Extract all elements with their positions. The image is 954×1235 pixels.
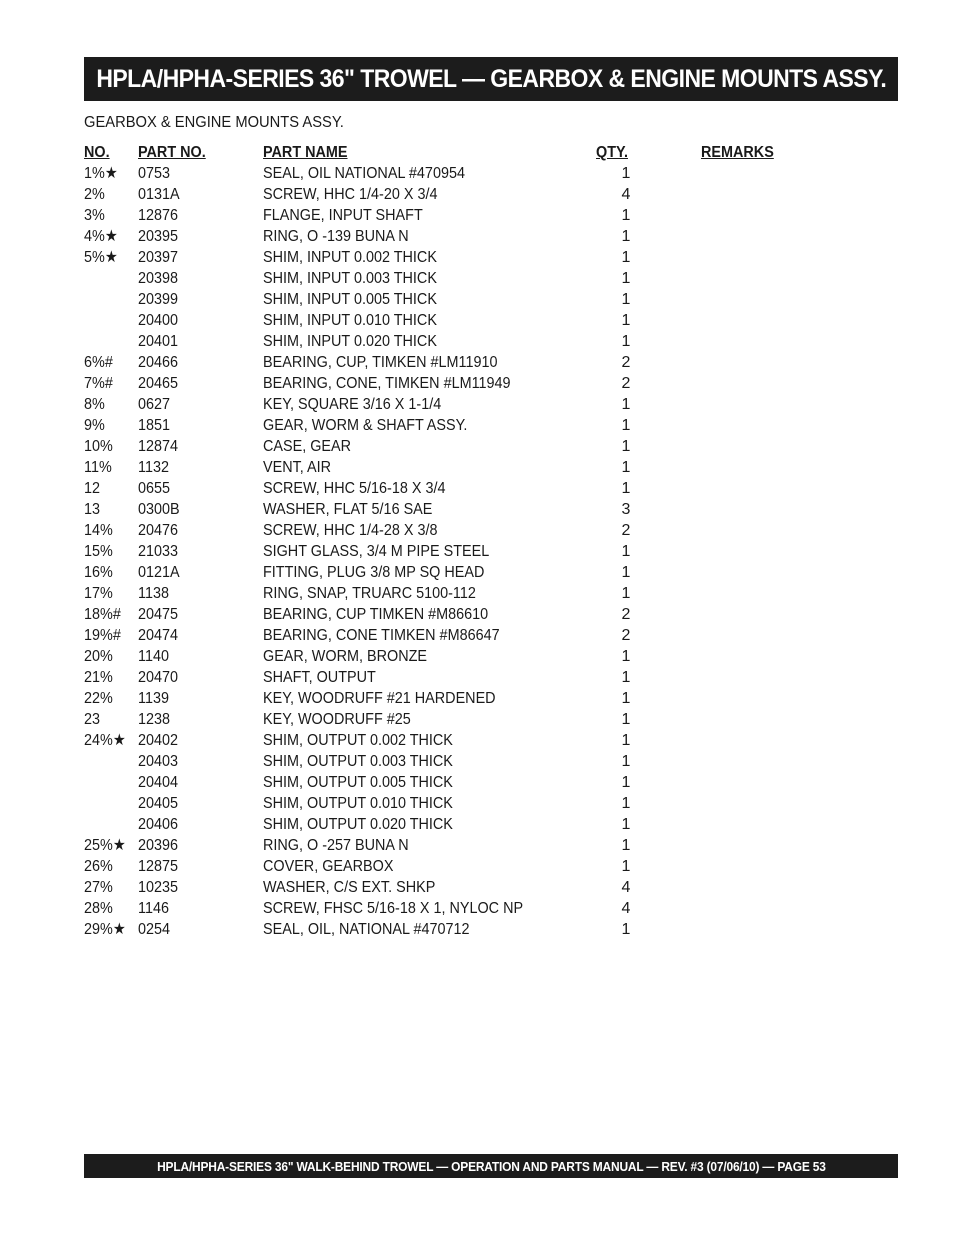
cell-part-no: 21033 xyxy=(138,543,179,560)
cell-part-no: 20400 xyxy=(138,312,179,329)
table-header-row xyxy=(84,142,844,163)
cell-part-name: BEARING, CUP, TIMKEN #LM11910 xyxy=(263,354,498,371)
column-header-no: NO. xyxy=(84,144,110,161)
cell-qty: 1 xyxy=(621,417,631,434)
cell-part-no: 20475 xyxy=(138,606,179,623)
cell-part-name: BEARING, CONE TIMKEN #M86647 xyxy=(263,627,500,644)
table-row xyxy=(84,751,844,772)
cell-no: 19%# xyxy=(84,627,121,644)
page-title: HPLA/HPHA-SERIES 36" TROWEL — GEARBOX & ENGINE MOUNTS ASSY. xyxy=(96,64,886,93)
cell-no: 7%# xyxy=(84,375,113,392)
cell-part-name: GEAR, WORM & SHAFT ASSY. xyxy=(263,417,468,434)
cell-no: 14% xyxy=(84,522,113,539)
cell-qty: 1 xyxy=(621,312,631,329)
cell-part-name: SHIM, OUTPUT 0.002 THICK xyxy=(263,732,453,749)
cell-no: 1%★ xyxy=(84,165,118,182)
cell-no: 21% xyxy=(84,669,113,686)
cell-part-no: 20466 xyxy=(138,354,179,371)
cell-no: 22% xyxy=(84,690,113,707)
cell-part-no: 20398 xyxy=(138,270,179,287)
cell-part-name: SHIM, INPUT 0.020 THICK xyxy=(263,333,437,350)
cell-part-no: 1140 xyxy=(138,648,169,665)
table-row xyxy=(84,583,844,604)
table-row xyxy=(84,772,844,793)
cell-no: 27% xyxy=(84,879,113,896)
cell-part-name: RING, O -139 BUNA N xyxy=(263,228,409,245)
cell-no: 5%★ xyxy=(84,249,118,266)
cell-part-no: 1146 xyxy=(138,900,169,917)
cell-qty: 1 xyxy=(621,732,631,749)
table-row xyxy=(84,898,844,919)
table-row xyxy=(84,226,844,247)
cell-part-no: 20465 xyxy=(138,375,179,392)
table-row xyxy=(84,163,844,184)
table-row xyxy=(84,520,844,541)
cell-part-name: COVER, GEARBOX xyxy=(263,858,394,875)
cell-part-name: VENT, AIR xyxy=(263,459,332,476)
cell-qty: 1 xyxy=(621,249,631,266)
page-footer-bar xyxy=(84,1154,898,1178)
cell-part-name: KEY, WOODRUFF #21 HARDENED xyxy=(263,690,496,707)
cell-part-no: 20395 xyxy=(138,228,179,245)
table-row xyxy=(84,457,844,478)
cell-part-name: WASHER, FLAT 5/16 SAE xyxy=(263,501,433,518)
cell-part-no: 20405 xyxy=(138,795,179,812)
table-body xyxy=(84,163,844,940)
cell-part-name: SHIM, OUTPUT 0.005 THICK xyxy=(263,774,453,791)
cell-part-no: 20474 xyxy=(138,627,179,644)
cell-no: 20% xyxy=(84,648,113,665)
cell-part-name: SCREW, HHC 1/4-28 X 3/8 xyxy=(263,522,438,539)
page-footer: HPLA/HPHA-SERIES 36" WALK-BEHIND TROWEL — OPERATION AND PARTS MANUAL — REV. #3 (07/06/10) — PAGE 53 xyxy=(156,1158,826,1174)
cell-qty: 2 xyxy=(621,627,631,644)
cell-qty: 1 xyxy=(621,585,631,602)
cell-part-name: FLANGE, INPUT SHAFT xyxy=(263,207,423,224)
cell-qty: 1 xyxy=(621,648,631,665)
table-row xyxy=(84,478,844,499)
cell-part-name: SHIM, INPUT 0.002 THICK xyxy=(263,249,437,266)
cell-qty: 1 xyxy=(621,795,631,812)
cell-part-no: 0655 xyxy=(138,480,171,497)
cell-part-no: 20396 xyxy=(138,837,179,854)
cell-qty: 1 xyxy=(621,690,631,707)
table-row xyxy=(84,562,844,583)
column-header-part-no: PART NO. xyxy=(138,144,206,161)
cell-part-name: WASHER, C/S EXT. SHKP xyxy=(263,879,436,896)
cell-part-no: 0627 xyxy=(138,396,171,413)
cell-qty: 2 xyxy=(621,354,631,371)
table-row xyxy=(84,604,844,625)
table-row xyxy=(84,625,844,646)
column-header-remarks: REMARKS xyxy=(701,144,774,161)
cell-no: 12 xyxy=(84,480,101,497)
cell-part-no: 0753 xyxy=(138,165,171,182)
table-row xyxy=(84,394,844,415)
cell-no: 17% xyxy=(84,585,113,602)
cell-no: 29%★ xyxy=(84,921,126,938)
cell-qty: 1 xyxy=(621,543,631,560)
section-title: GEARBOX & ENGINE MOUNTS ASSY. xyxy=(84,114,344,131)
cell-part-name: FITTING, PLUG 3/8 MP SQ HEAD xyxy=(263,564,485,581)
cell-no: 16% xyxy=(84,564,113,581)
cell-part-no: 20401 xyxy=(138,333,179,350)
cell-part-name: RING, SNAP, TRUARC 5100-112 xyxy=(263,585,476,602)
cell-part-no: 12876 xyxy=(138,207,179,224)
table-row xyxy=(84,667,844,688)
cell-part-no: 12874 xyxy=(138,438,179,455)
table-row xyxy=(84,436,844,457)
cell-part-name: SCREW, FHSC 5/16-18 X 1, NYLOC NP xyxy=(263,900,524,917)
cell-part-no: 0131A xyxy=(138,186,180,203)
cell-no: 25%★ xyxy=(84,837,126,854)
table-row xyxy=(84,373,844,394)
cell-qty: 2 xyxy=(621,375,631,392)
cell-no: 3% xyxy=(84,207,105,224)
cell-qty: 1 xyxy=(621,774,631,791)
cell-qty: 1 xyxy=(621,207,631,224)
cell-part-no: 1139 xyxy=(138,690,169,707)
table-row xyxy=(84,835,844,856)
cell-part-no: 20476 xyxy=(138,522,179,539)
cell-qty: 4 xyxy=(621,186,631,203)
cell-qty: 1 xyxy=(621,669,631,686)
cell-part-name: SHIM, OUTPUT 0.003 THICK xyxy=(263,753,453,770)
cell-no: 11% xyxy=(84,459,112,476)
cell-no: 10% xyxy=(84,438,113,455)
cell-qty: 1 xyxy=(621,438,631,455)
cell-no: 8% xyxy=(84,396,105,413)
table-row xyxy=(84,331,844,352)
cell-qty: 3 xyxy=(621,501,631,518)
cell-no: 6%# xyxy=(84,354,113,371)
cell-part-name: SHIM, OUTPUT 0.020 THICK xyxy=(263,816,453,833)
cell-qty: 1 xyxy=(621,396,631,413)
cell-qty: 1 xyxy=(621,858,631,875)
table-row xyxy=(84,541,844,562)
cell-part-name: SEAL, OIL, NATIONAL #470712 xyxy=(263,921,470,938)
cell-no: 18%# xyxy=(84,606,121,623)
parts-table xyxy=(84,142,844,940)
cell-part-no: 20402 xyxy=(138,732,179,749)
column-header-part-name: PART NAME xyxy=(263,144,348,161)
cell-qty: 2 xyxy=(621,606,631,623)
cell-qty: 4 xyxy=(621,900,631,917)
table-row xyxy=(84,814,844,835)
table-row xyxy=(84,310,844,331)
cell-qty: 1 xyxy=(621,816,631,833)
table-row xyxy=(84,709,844,730)
cell-part-name: SHIM, INPUT 0.003 THICK xyxy=(263,270,437,287)
cell-part-name: GEAR, WORM, BRONZE xyxy=(263,648,428,665)
cell-no: 28% xyxy=(84,900,113,917)
cell-part-name: BEARING, CUP TIMKEN #M86610 xyxy=(263,606,489,623)
cell-part-name: SHIM, OUTPUT 0.010 THICK xyxy=(263,795,453,812)
cell-qty: 1 xyxy=(621,837,631,854)
table-row xyxy=(84,499,844,520)
cell-no: 13 xyxy=(84,501,101,518)
cell-part-no: 12875 xyxy=(138,858,179,875)
column-header-qty: QTY. xyxy=(596,144,629,161)
cell-no: 26% xyxy=(84,858,113,875)
cell-part-no: 0300B xyxy=(138,501,180,518)
cell-part-no: 0121A xyxy=(138,564,180,581)
cell-qty: 1 xyxy=(621,480,631,497)
table-row xyxy=(84,352,844,373)
cell-part-no: 20397 xyxy=(138,249,179,266)
table-row xyxy=(84,268,844,289)
cell-part-no: 20406 xyxy=(138,816,179,833)
cell-part-name: KEY, SQUARE 3/16 X 1-1/4 xyxy=(263,396,442,413)
cell-part-name: CASE, GEAR xyxy=(263,438,352,455)
table-row xyxy=(84,184,844,205)
cell-part-no: 0254 xyxy=(138,921,171,938)
cell-no: 23 xyxy=(84,711,101,728)
cell-part-no: 1132 xyxy=(138,459,169,476)
cell-no: 24%★ xyxy=(84,732,126,749)
cell-part-no: 1851 xyxy=(138,417,171,434)
cell-part-name: SHIM, INPUT 0.005 THICK xyxy=(263,291,437,308)
cell-no: 15% xyxy=(84,543,113,560)
cell-qty: 1 xyxy=(621,564,631,581)
cell-part-name: RING, O -257 BUNA N xyxy=(263,837,409,854)
cell-qty: 1 xyxy=(621,228,631,245)
cell-part-name: SIGHT GLASS, 3/4 M PIPE STEEL xyxy=(263,543,490,560)
cell-qty: 4 xyxy=(621,879,631,896)
cell-no: 2% xyxy=(84,186,105,203)
cell-qty: 1 xyxy=(621,459,631,476)
cell-qty: 1 xyxy=(621,270,631,287)
cell-qty: 1 xyxy=(621,291,631,308)
cell-qty: 1 xyxy=(621,921,631,938)
cell-part-name: SHIM, INPUT 0.010 THICK xyxy=(263,312,437,329)
table-row xyxy=(84,688,844,709)
table-row xyxy=(84,793,844,814)
cell-qty: 1 xyxy=(621,333,631,350)
table-row xyxy=(84,919,844,940)
cell-part-no: 10235 xyxy=(138,879,179,896)
cell-part-name: SHAFT, OUTPUT xyxy=(263,669,376,686)
table-row xyxy=(84,856,844,877)
cell-no: 9% xyxy=(84,417,105,434)
cell-qty: 1 xyxy=(621,711,631,728)
table-row xyxy=(84,247,844,268)
cell-part-no: 20403 xyxy=(138,753,179,770)
table-row xyxy=(84,415,844,436)
page-title-bar xyxy=(84,57,898,101)
cell-part-name: SEAL, OIL NATIONAL #470954 xyxy=(263,165,465,182)
cell-qty: 2 xyxy=(621,522,631,539)
cell-part-no: 1238 xyxy=(138,711,171,728)
table-row xyxy=(84,289,844,310)
cell-part-name: KEY, WOODRUFF #25 xyxy=(263,711,411,728)
cell-qty: 1 xyxy=(621,753,631,770)
table-row xyxy=(84,877,844,898)
cell-part-no: 1138 xyxy=(138,585,169,602)
cell-part-name: BEARING, CONE, TIMKEN #LM11949 xyxy=(263,375,511,392)
cell-part-name: SCREW, HHC 1/4-20 X 3/4 xyxy=(263,186,438,203)
cell-no: 4%★ xyxy=(84,228,118,245)
table-row xyxy=(84,646,844,667)
cell-qty: 1 xyxy=(621,165,631,182)
table-row xyxy=(84,205,844,226)
cell-part-no: 20399 xyxy=(138,291,179,308)
cell-part-name: SCREW, HHC 5/16-18 X 3/4 xyxy=(263,480,446,497)
cell-part-no: 20404 xyxy=(138,774,179,791)
table-row xyxy=(84,730,844,751)
cell-part-no: 20470 xyxy=(138,669,179,686)
